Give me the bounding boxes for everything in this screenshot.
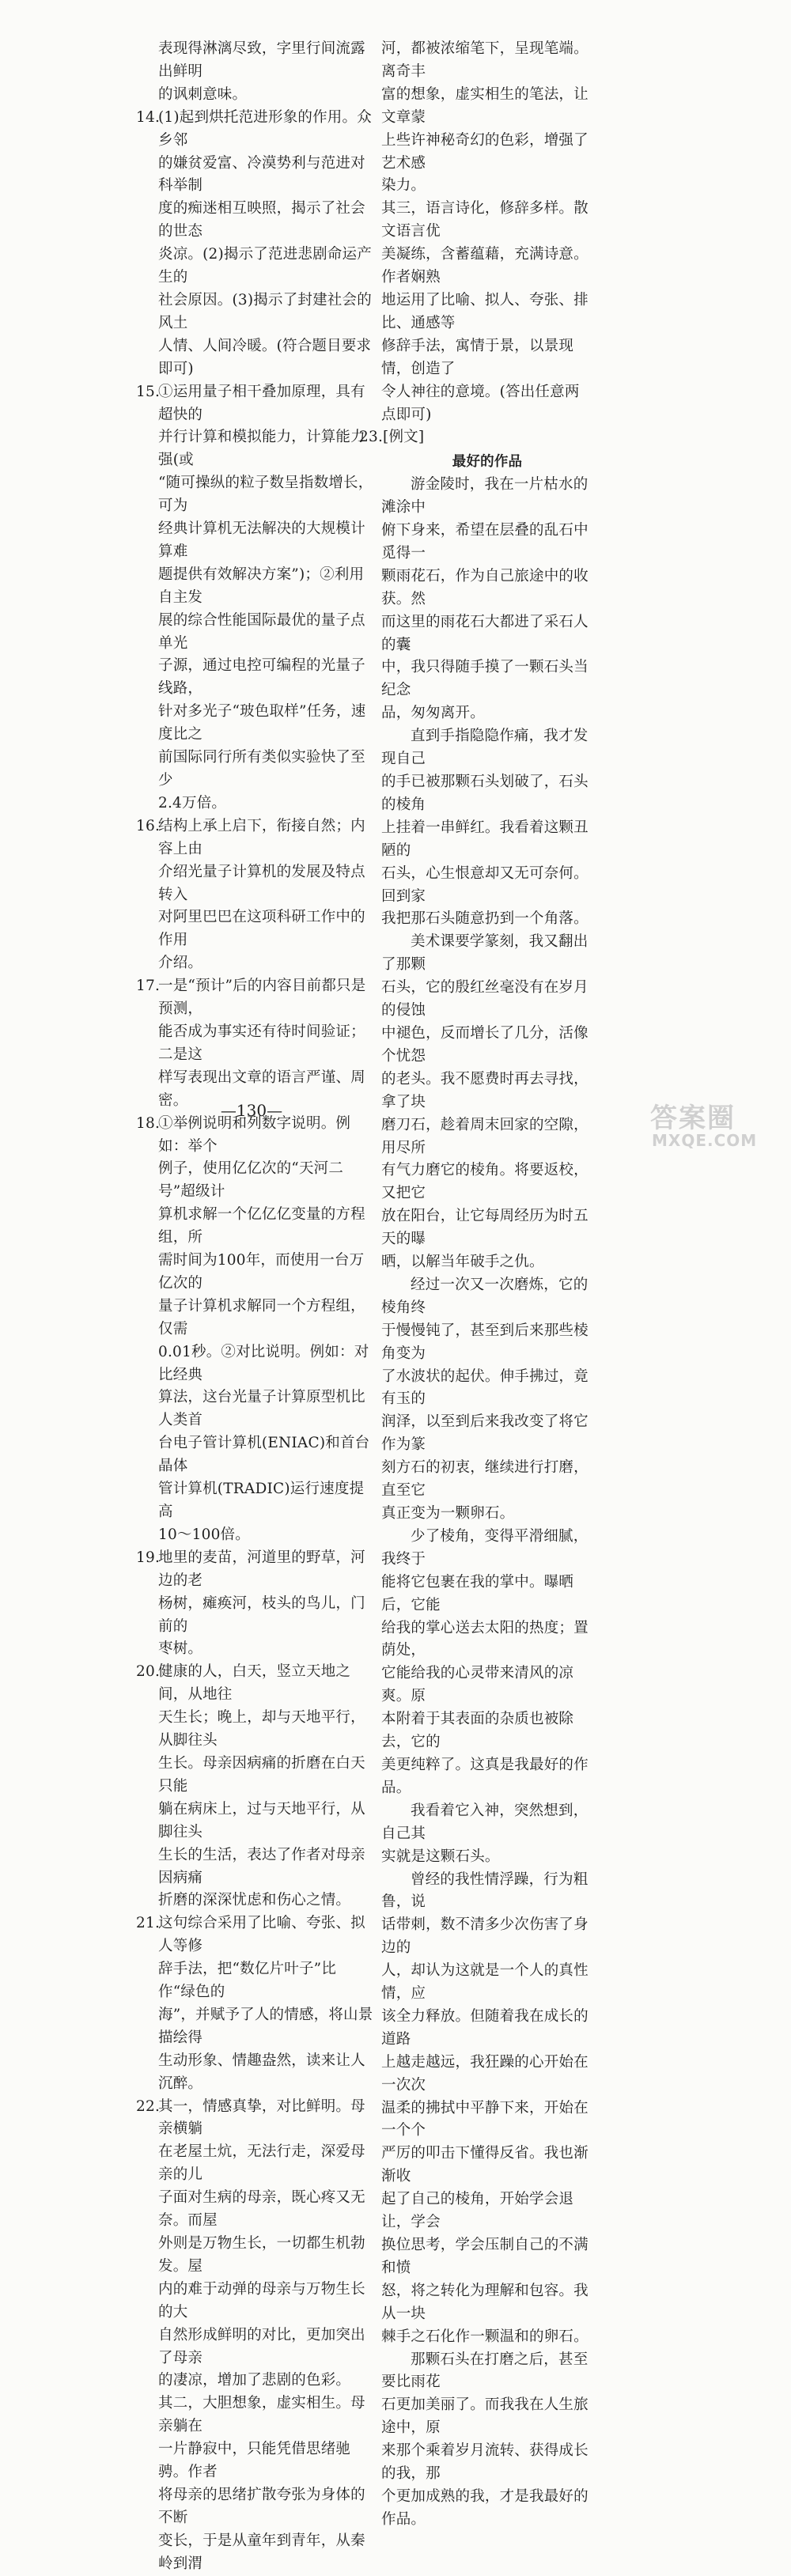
essay-paragraph	[381, 931, 593, 1274]
text-line: 健康的人，白天，竖立天地之间，从地往	[158, 1663, 351, 1704]
text-line: 社会原因。(3)揭示了封建社会的风土	[158, 291, 372, 331]
text-line: 话带刺，数不清多少次伤害了身边的	[381, 1916, 589, 1957]
text-line: 炎凉。(2)揭示了范进悲剧命运产生的	[158, 246, 372, 286]
text-line: 介绍光量子计算机的发展及特点转入	[158, 863, 365, 903]
essay-paragraph	[381, 1800, 593, 1869]
answer-number: 21.	[136, 1915, 161, 1932]
text-line: 子面对生病的母亲，既心疼又无奈。而屋	[158, 2189, 365, 2230]
text-line: 介绍。	[158, 955, 203, 972]
text-line: 例子，使用亿亿次的“天河二号”超级计	[158, 1160, 344, 1201]
text-line: (1)起到烘托范进形象的作用。众乡邻	[158, 108, 372, 149]
essay-paragraph	[381, 1869, 593, 2349]
text-line: 上挂着一串鲜红。我看着这颗丑陋的	[381, 819, 589, 859]
text-line: 那颗石头在打磨之后，甚至要比雨花	[381, 2351, 589, 2391]
page-number: —130—	[220, 1101, 283, 1120]
text-line: 该全力释放。但随着我在成长的道路	[381, 2007, 589, 2048]
text-line: 2.4万倍。	[158, 794, 227, 811]
answer-item	[136, 381, 373, 815]
text-line: 变长，于是从童年到青年，从秦岭到渭	[158, 2532, 365, 2572]
answer-item	[136, 107, 373, 381]
text-line: 量子计算机求解同一个方程组，仅需	[158, 1297, 365, 1337]
text-line: 上些许神秘奇幻的色彩，增强了艺术感	[381, 131, 589, 172]
text-line: 躺在病床上，过与天地平行，从脚往头	[158, 1800, 365, 1840]
answer-continuation	[381, 38, 593, 198]
text-line: 直到手指隐隐作痛，我才发现自己	[381, 728, 589, 768]
essay-paragraph	[381, 725, 593, 931]
text-line: 能否成为事实还有待时间验证；二是这	[158, 1023, 365, 1063]
right-column	[359, 38, 593, 2532]
answer-number: 16.	[136, 817, 161, 834]
text-line: 起了自己的棱角，开始学会退让，学会	[381, 2191, 574, 2231]
text-line: 的讽刺意味。	[158, 85, 248, 103]
text-line: 折磨的深深忧虑和伤心之情。	[158, 1892, 351, 1909]
text-line: 在老屋土炕，无法行走，深爱母亲的儿	[158, 2143, 365, 2184]
text-line: 其二，大胆想象，虚实相生。母亲躺在	[158, 2395, 365, 2435]
answer-number: 19.	[136, 1549, 161, 1566]
text-line: 真正变为一颗卵石。	[381, 1505, 515, 1522]
answer-number: 17.	[136, 978, 161, 995]
answer-point-three	[381, 198, 593, 426]
answer-continuation	[136, 2393, 373, 2575]
text-line: 美更纯粹了。这真是我最好的作品。	[381, 1756, 589, 1796]
text-line: 令人神往的意境。(答出任意两点即可)	[381, 383, 580, 423]
text-line: 一是“预计”后的内容目前都只是预测，	[158, 978, 366, 1018]
text-line: ①举例说明和列数字说明。例如：举个	[158, 1114, 351, 1155]
text-line: 外则是万物生长，一切都生机勃发。屋	[158, 2235, 365, 2275]
text-line: 品，匆匆离开。	[381, 705, 485, 722]
text-line: 中，我只得随手摸了一颗石头当纪念	[381, 659, 589, 699]
text-line: 游金陵时，我在一片枯水的滩涂中	[381, 476, 589, 516]
text-line: 样写表现出文章的语言严谨、周密。	[158, 1069, 365, 1109]
text-line: 题提供有效解决方案”)；②利用自主发	[158, 566, 365, 606]
answer-item	[136, 1912, 373, 2095]
answer-number: 20.	[136, 1663, 161, 1681]
answer-item	[136, 1113, 373, 1547]
text-line: 棘手之石化作一颗温和的卵石。	[381, 2328, 589, 2345]
text-line: 台电子管计算机(ENIAC)和首台晶体	[158, 1435, 370, 1475]
continued-answer-lines	[136, 38, 373, 107]
text-line: 中褪色，反而增长了几分，活像个忧怨	[381, 1024, 589, 1065]
text-line: 本附着于其表面的杂质也被除去，它的	[381, 1711, 574, 1751]
text-line: 上越走越远，我狂躁的心开始在一次次	[381, 2053, 589, 2094]
text-line: 算机求解一个亿亿亿变量的方程组，所	[158, 1206, 365, 1246]
answer-number: 14.	[136, 108, 161, 126]
essay-label: 23.[例文]	[359, 429, 425, 446]
text-line: 一片静寂中，只能凭借思绪驰骋。作者	[158, 2441, 351, 2481]
answer-number: 15.	[136, 383, 161, 400]
answer-item	[136, 1661, 373, 1912]
text-line: 的老头。我不愿费时再去寻找，拿了块	[381, 1070, 589, 1110]
text-line: 人情、人间冷暖。(符合题目要求即可)	[158, 337, 372, 377]
text-line: 了水波状的起伏。伸手拂过，竟有玉的	[381, 1367, 589, 1408]
text-line: 染力。	[381, 177, 426, 195]
text-line: 的嫌贫爱富、冷漠势利与范进对科举制	[158, 154, 365, 195]
text-line: 有气力磨它的棱角。将要返校，又把它	[381, 1162, 589, 1202]
essay-paragraph	[381, 474, 593, 725]
text-line: 于慢慢钝了，甚至到后来那些棱角变为	[381, 1322, 589, 1362]
text-line: 人，却认为这就是一个人的真性情，应	[381, 1962, 589, 2003]
text-line: 杨树，瘫痪河，枝头的鸟儿，门前的	[158, 1594, 365, 1635]
text-line: 刻方石的初衷，继续进行打磨，直至它	[381, 1459, 589, 1500]
text-line: 度的痴迷相互映照，揭示了社会的世态	[158, 200, 365, 240]
text-line: 俯下身来，希望在层叠的乱石中觅得一	[381, 522, 589, 562]
text-line: 磨刀石，趁着周末回家的空隙，用尽所	[381, 1116, 589, 1156]
text-line: 辞手法，把“数亿片叶子”比作“绿色的	[158, 1961, 337, 2001]
text-line: 0.01秒。②对比说明。例如：对比经典	[158, 1343, 369, 1383]
answer-item	[136, 2096, 373, 2393]
text-line: 润泽，以至到后来我改变了将它作为篆	[381, 1413, 589, 1454]
text-line: 颗雨花石，作为自己旅途中的收获。然	[381, 567, 589, 607]
essay-paragraph	[381, 1526, 593, 1800]
text-line: 曾经的我性情浮躁，行为粗鲁，说	[381, 1871, 589, 1911]
text-line: 的凄凉，增加了悲剧的色彩。	[158, 2372, 351, 2389]
text-line: 石更加美丽了。而我我在人生旅途中，原	[381, 2396, 589, 2437]
text-line: 个更加成熟的我，才是我最好的作品。	[381, 2487, 589, 2528]
text-line: “随可操纵的粒子数呈指数增长，可为	[158, 475, 373, 515]
text-line: 温柔的拂拭中平静下来，开始在一个个	[381, 2099, 589, 2139]
text-line: 换位思考，学会压制自己的不满和愤	[381, 2237, 589, 2276]
text-line: 海”，并赋予了人的情感，将山景描绘得	[158, 2006, 373, 2046]
text-line: 这句综合采用了比喻、夸张、拟人等修	[158, 1915, 365, 1955]
text-line: 枣树。	[158, 1640, 203, 1658]
answer-item	[136, 1547, 373, 1662]
text-line: 美凝练，含蓄蕴藉，充满诗意。作者娴熟	[381, 246, 589, 286]
text-line: 生长的生活，表达了作者对母亲因病痛	[158, 1846, 365, 1886]
text-line: 它能给我的心灵带来清风的凉爽。原	[381, 1665, 574, 1705]
text-line: 管计算机(TRADIC)运行速度提高	[158, 1481, 365, 1520]
text-line: 地里的麦苗，河道里的野草，河边的老	[158, 1549, 365, 1589]
text-line: 少了棱角，变得平滑细腻，我终于	[381, 1527, 589, 1568]
text-line: 其一，情感真挚，对比鲜明。母亲横躺	[158, 2097, 365, 2138]
text-line: 美术课要学篆刻，我又翻出了那颗	[381, 933, 589, 974]
text-line: 展的综合性能国际最优的量子点单光	[158, 611, 365, 652]
watermark-logo	[639, 1093, 782, 1150]
text-line: 我把那石头随意扔到一个角落。	[381, 910, 589, 928]
text-line: 的手已被那颗石头划破了，石头的棱角	[381, 774, 589, 813]
answer-number: 22.	[136, 2097, 161, 2115]
text-line: 经过一次又一次磨炼，它的棱角终	[381, 1276, 589, 1316]
answer-number: 18.	[136, 1114, 161, 1132]
essay-title: 最好的作品	[452, 454, 523, 471]
text-line: 石头，它的殷红丝毫没有在岁月的侵蚀	[381, 979, 589, 1019]
text-line: 经典计算机无法解决的大规模计算难	[158, 520, 365, 560]
text-line: 放在阳台，让它每周经历为时五天的曝	[381, 1208, 589, 1248]
watermark-bottom-text: MXQE.COM	[652, 1131, 758, 1150]
essay-paragraph	[381, 1274, 593, 1526]
text-line: 修辞手法，寓情于景，以景现情，创造了	[381, 337, 574, 377]
left-column	[136, 38, 373, 2576]
text-line: 地运用了比喻、拟人、夸张、排比、通感等	[381, 291, 589, 331]
text-line: 能将它包裹在我的掌中。曝晒后，它能	[381, 1573, 574, 1613]
text-line: 怒，将之转化为理解和包容。我从一块	[381, 2282, 589, 2322]
text-line: 河，都被浓缩笔下，呈现笔端。离奇丰	[381, 40, 589, 80]
essay-paragraph	[381, 2349, 593, 2532]
text-line: 生动形象、情趣盎然，读来让人沉醉。	[158, 2052, 365, 2092]
text-line: ①运用量子相干叠加原理，具有超快的	[158, 383, 365, 423]
text-line: 并行计算和模拟能力，计算能力强(或	[158, 429, 365, 469]
text-line: 子源，通过电控可编程的光量子线路，	[158, 657, 365, 698]
text-line: 算法，这台光量子计算原型机比人类首	[158, 1389, 365, 1429]
text-line: 内的难于动弹的母亲与万物生长的大	[158, 2280, 365, 2321]
text-line: 石头，心生恨意却又无可奈何。回到家	[381, 864, 589, 905]
text-line: 给我的掌心送去太阳的热度；置荫处，	[381, 1619, 589, 1659]
watermark-top-text: 答案圈	[650, 1103, 736, 1134]
answer-item	[136, 815, 373, 975]
text-line: 我看着它入神，突然想到，自己其	[381, 1802, 589, 1842]
text-line: 前国际同行所有类似实验快了至少	[158, 749, 365, 789]
text-line: 晒，以解当年破手之仇。	[381, 1254, 544, 1271]
answer-item	[136, 975, 373, 1112]
text-line: 针对多光子“玻色取样”任务，速度比之	[158, 703, 366, 743]
text-line: 而这里的雨花石大都进了采石人的囊	[381, 613, 589, 653]
text-line: 对阿里巴巴在这项科研工作中的作用	[158, 909, 365, 949]
text-line: 天生长；晚上，却与天地平行，从脚往头	[158, 1709, 365, 1749]
text-line: 结构上承上启下，衔接自然；内容上由	[158, 817, 365, 857]
text-line: 自然形成鲜明的对比，更加突出了母亲	[158, 2326, 365, 2366]
text-line: 10～100倍。	[158, 1526, 250, 1543]
text-line: 其三，语言诗化，修辞多样。散文语言优	[381, 200, 589, 240]
text-line: 严厉的叩击下懂得反省。我也渐渐收	[381, 2145, 589, 2185]
text-line: 需时间为100年，而使用一台万亿次的	[158, 1252, 365, 1292]
text-line: 来那个乘着岁月流转、获得成长的我，那	[381, 2442, 589, 2483]
text-line: 实就是这颗石头。	[381, 1848, 500, 1865]
text-line: 表现得淋漓尽致，字里行间流露出鲜明	[158, 40, 365, 80]
text-line: 生长。母亲因病痛的折磨在白天只能	[158, 1754, 365, 1795]
text-line: 富的想象，虚实相生的笔法，让文章蒙	[381, 85, 589, 126]
text-line: 将母亲的思绪扩散夸张为身体的不断	[158, 2486, 365, 2526]
